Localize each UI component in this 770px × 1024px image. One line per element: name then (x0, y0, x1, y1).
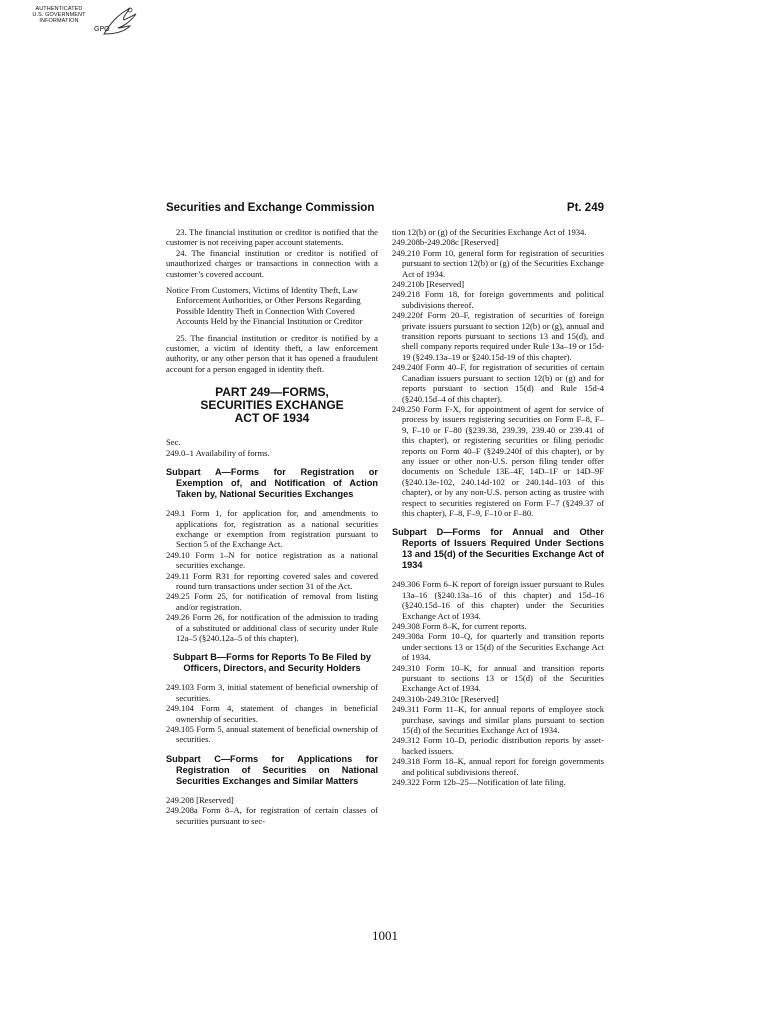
gpo-logo-text (28, 6, 90, 24)
part-title: PART 249—FORMS, SECURITIES EXCHANGE ACT OF 1934 (200, 385, 344, 426)
section-entry: 249.308a Form 10–Q, for quarterly and transition reports under sections 13 or 15(d) of the Securities Exchange Act of 1934. (392, 631, 604, 663)
section-entry: 249.308 Form 8–K, for current reports. (392, 621, 527, 631)
paragraph: 24. The financial institution or creditor is notified of unauthorized charges or transactions in connection with a customer’s covered account. (166, 247, 378, 279)
section-entry: 249.208 [Reserved] (166, 794, 234, 805)
section-entry: 249.310 Form 10–K, for annual and transition reports pursuant to sections 13 or 15(d) of the Securities Exchange Act of 1934. (392, 662, 604, 694)
sec-label: Sec. (166, 437, 181, 448)
section-entry: 249.240f Form 40–F, for registration of securities of certain Canadian issuers pursuant to section 12(b) or (g) and for reports pursuant to section 15(d) and Rule 15d-4 (§240.15d–4 of this chapter). (392, 362, 604, 404)
section-entry: 249.103 Form 3, initial statement of beneficial ownership of securities. (166, 682, 378, 703)
section-entry: 249.218 Form 18, for foreign governments and political subdivisions thereof. (392, 289, 604, 310)
section-heading: Notice From Customers, Victims of Identity Theft, Law Enforcement Authorities, or Other Persons Regarding Possible Identity Theft in Connection With Covered Accounts Held by the Financial Institution or Creditor (166, 285, 363, 327)
left-column (166, 227, 378, 826)
section-entry: 249.0–1 Availability of forms. (166, 447, 270, 458)
paragraph: 23. The financial institution or creditor is notified that the customer is not receiving paper account statements. (166, 227, 378, 248)
subpart-heading: Subpart B—Forms for Reports To Be Filed by Officers, Directors, and Security Holders (173, 652, 371, 674)
section-entry: 249.25 Form 25, for notification of removal from listing and/or registration. (166, 591, 378, 612)
section-entry: 249.210b [Reserved] (392, 279, 465, 290)
section-entry: 249.208a Form 8–A, for registration of certain classes of securities pursuant to sec- (166, 805, 378, 826)
section-entry: 249.104 Form 4, statement of changes in beneficial ownership of securities. (166, 703, 378, 724)
gpo-authentication-logo (28, 4, 140, 44)
part-number: Pt. 249 (566, 202, 604, 214)
section-entry: 249.208b-249.208c [Reserved] (392, 237, 499, 248)
section-entry: 249.10 Form 1–N for notice registration as a national securities exchange. (166, 549, 378, 571)
running-header (166, 202, 604, 218)
gpo-logo-line: AUTHENTICATED (35, 6, 83, 12)
section-entry: 249.1 Form 1, for application for, and amendments to applications for, registration as a national securities exchange or exemption from registration pursuant to Section 5 of the Exchange Act. (166, 508, 378, 550)
section-entry: 249.311 Form 11–K, for annual reports of employee stock purchase, savings and similar plans pursuant to section 15(d) of the Securities Exchange Act of 1934. (392, 704, 604, 736)
section-entry: 249.105 Form 5, annual statement of beneficial ownership of securities. (166, 724, 378, 745)
gpo-logo-line: INFORMATION (39, 18, 79, 24)
section-entry: 249.210 Form 10, general form for registration of securities pursuant to section 12(b) or (g) of the Securities Exchange Act of 1934. (392, 247, 604, 279)
eagle-icon (100, 4, 140, 40)
section-entry-continued: tion 12(b) or (g) of the Securities Exchange Act of 1934. (392, 227, 587, 237)
gpo-logo-line: U.S. GOVERNMENT (32, 12, 86, 18)
section-entry: 249.312 Form 10–D, periodic distribution reports by asset-backed issuers. (392, 735, 604, 756)
section-entry: 249.11 Form R31 for reporting covered sales and covered round turn transactions under section 31 of the Act. (166, 570, 378, 591)
section-entry: 249.26 Form 26, for notification of the admission to trading of a substituted or additional class of security under Rule 12a–5 (§240.12a–5 of this chapter). (166, 612, 378, 643)
section-entry: 249.306 Form 6–K report of foreign issuer pursuant to Rules 13a–16 (§240.13a–16 of this chapter) and 15d–16 (§240.15d–16 of this chapter) under the Securities Exchange Act of 1934. (392, 579, 604, 621)
section-entry: 249.220f Form 20–F, registration of securities of foreign private issuers pursuant to section 12(b) or (g), annual and transition reports pursuant to sections 13 and 15(d), and shell company reports required under Rule 13a–19 or 15d-19 (§249.13a–19 or §240.15d-19 of this chapter). (392, 310, 604, 362)
section-entry: 249.250 Form F-X, for appointment of agent for service of process by issuers registering securities on Form F–8, F–9, F–10 or F–80 (§239.38, 239.39, 239.40 or 239.41 of this chapter), or registering securities or filing periodic reports on Form 40–F (§249.240f of this chapter), or by any issuer or other non-U.S. person filing tender offer documents on Schedule 13E–4F, 14D–1F or 14D–9F (§240.13e-102, 240.14d-102 or 240.14d–103 of this chapter), or by any non-U.S. person acting as trustee with respect to securities registered on Form F–7 (§249.37 of this chapter), F–8, F–9, F–10 or F–80. (392, 403, 604, 518)
paragraph: 25. The financial institution or creditor is notified by a customer, a victim of identity theft, a law enforcement authority, or any other person that it has opened a fraudulent account for a person engaged in identity theft. (166, 332, 378, 374)
page-number: 1001 (372, 928, 398, 943)
gpo-mark: GPO (94, 26, 110, 33)
section-entry: 249.322 Form 12b–25—Notification of late filing. (392, 777, 566, 788)
subpart-heading: Subpart D—Forms for Annual and Other Reports of Issuers Required Under Sections 13 and 15(d) of the Securities Exchange Act of 1934 (392, 527, 604, 571)
section-entry: 249.310b-249.310c [Reserved] (392, 693, 499, 704)
subpart-heading: Subpart A—Forms for Registration or Exemption of, and Notification of Action Taken by, National Securities Exchanges (166, 467, 378, 500)
right-column (392, 227, 604, 788)
section-entry: 249.318 Form 18–K, annual report for foreign governments and political subdivisions thereof. (392, 756, 604, 777)
subpart-heading: Subpart C—Forms for Applications for Registration of Securities on National Securities Exchanges and Similar Matters (166, 753, 378, 786)
agency-title: Securities and Exchange Commission (166, 202, 375, 214)
